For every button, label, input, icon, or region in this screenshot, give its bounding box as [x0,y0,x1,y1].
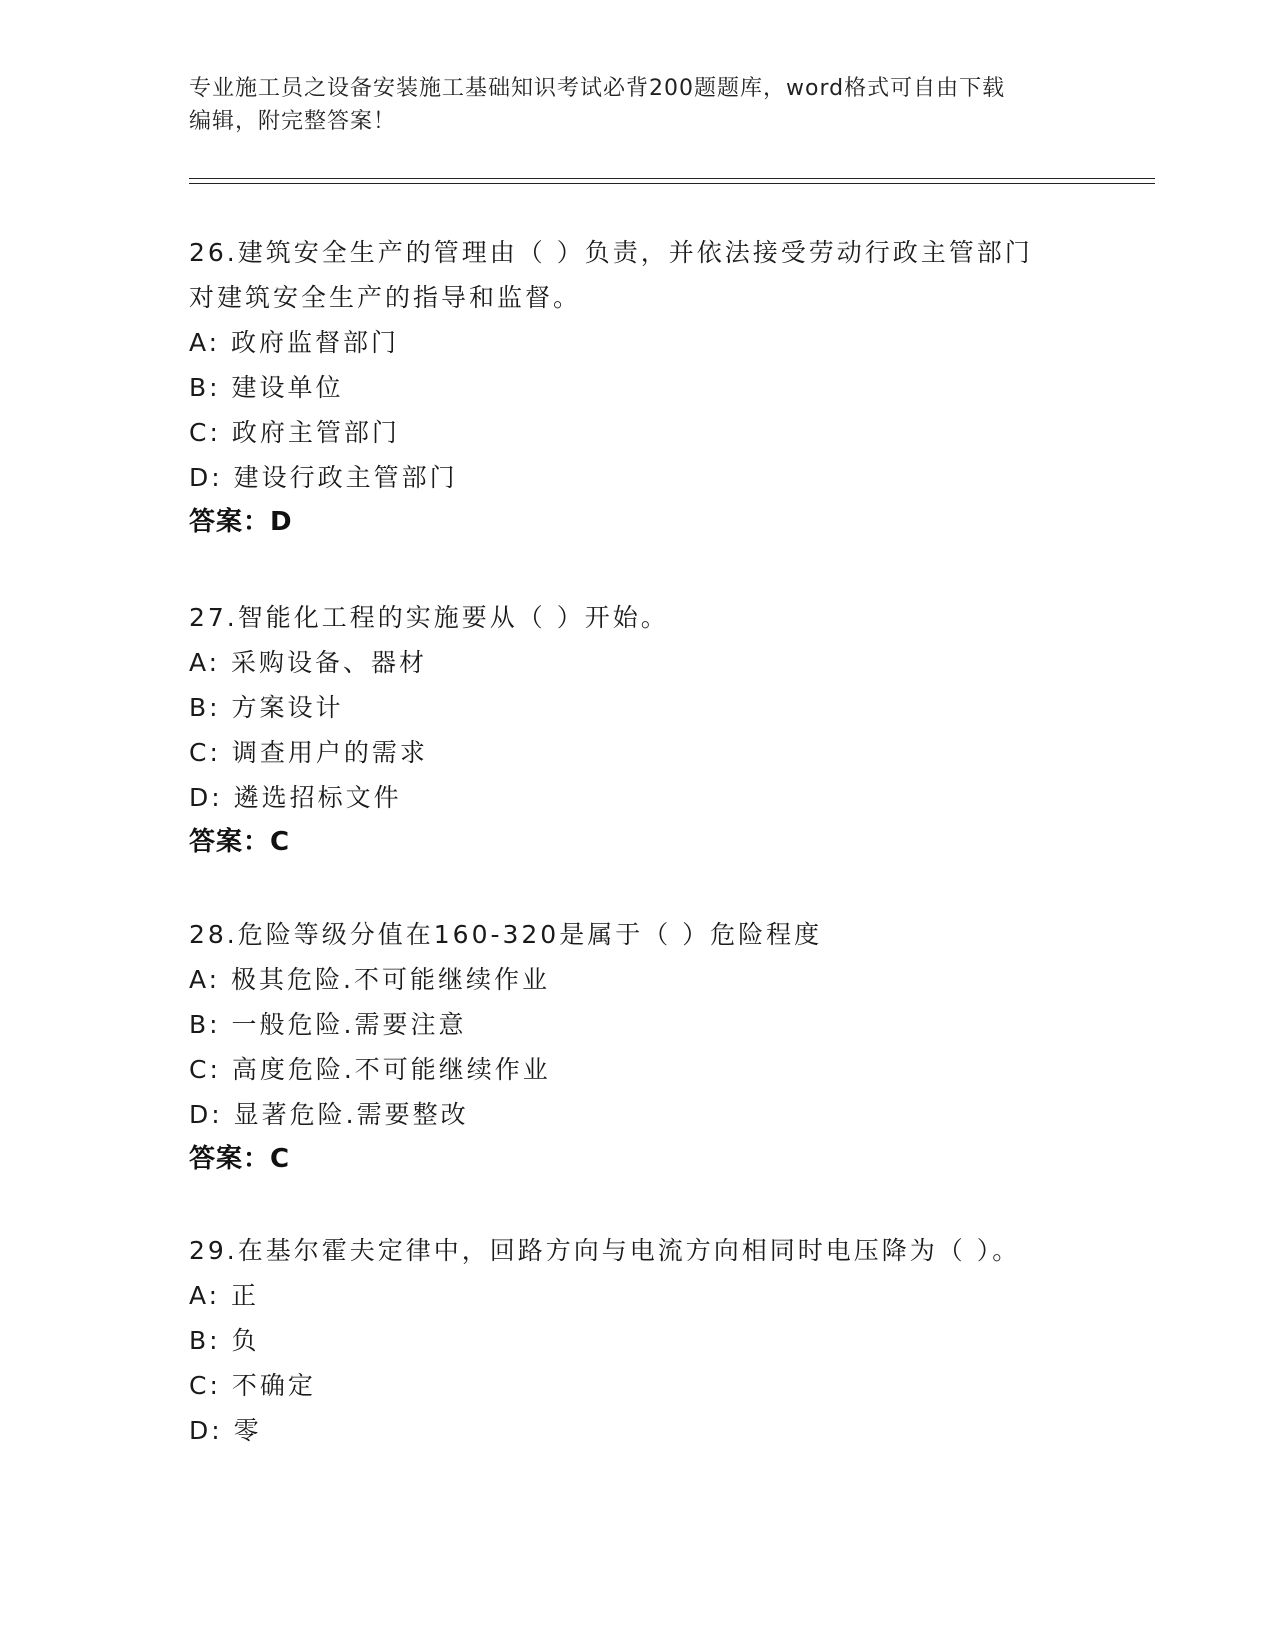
option-d: D: 建设行政主管部门 [189,463,458,492]
question-stem-line-1: 27.智能化工程的实施要从（ ）开始。 [189,603,669,632]
option-c: C: 政府主管部门 [189,418,400,447]
question-29 [189,1228,1089,1453]
option-c: C: 不确定 [189,1371,316,1400]
question-stem-line-1: 29.在基尔霍夫定律中，回路方向与电流方向相同时电压降为（ ）。 [189,1236,1021,1265]
question-26 [189,230,1089,545]
question-stem-line-1: 26.建筑安全生产的管理由（ ）负责，并依法接受劳动行政主管部门 [189,238,1033,267]
option-c: C: 调查用户的需求 [189,738,428,767]
option-a: A: 正 [189,1281,260,1310]
question-stem-line-2: 对建筑安全生产的指导和监督。 [189,283,582,312]
option-a: A: 极其危险.不可能继续作业 [189,965,550,994]
option-b: B: 一般危险.需要注意 [189,1010,467,1039]
option-b: B: 建设单位 [189,373,344,402]
option-d: D: 遴选招标文件 [189,783,402,812]
option-c: C: 高度危险.不可能继续作业 [189,1055,551,1084]
document-header [189,72,1089,138]
header-divider-top [189,178,1155,179]
header-line-2: 编辑，附完整答案！ [189,109,397,134]
answer: 答案：D [189,507,293,537]
header-divider-bottom [189,183,1155,184]
header-line-1: 专业施工员之设备安装施工基础知识考试必背200题题库，word格式可自由下载 [189,76,1006,101]
option-b: B: 负 [189,1326,260,1355]
option-d: D: 零 [189,1416,262,1445]
option-a: A: 采购设备、器材 [189,648,428,677]
option-a: A: 政府监督部门 [189,328,400,357]
question-28 [189,912,1089,1182]
question-stem-line-1: 28.危险等级分值在160-320是属于（ ）危险程度 [189,920,823,949]
option-b: B: 方案设计 [189,693,344,722]
answer: 答案：C [189,827,291,857]
question-27 [189,595,1089,865]
answer: 答案：C [189,1144,291,1174]
option-d: D: 显著危险.需要整改 [189,1100,469,1129]
